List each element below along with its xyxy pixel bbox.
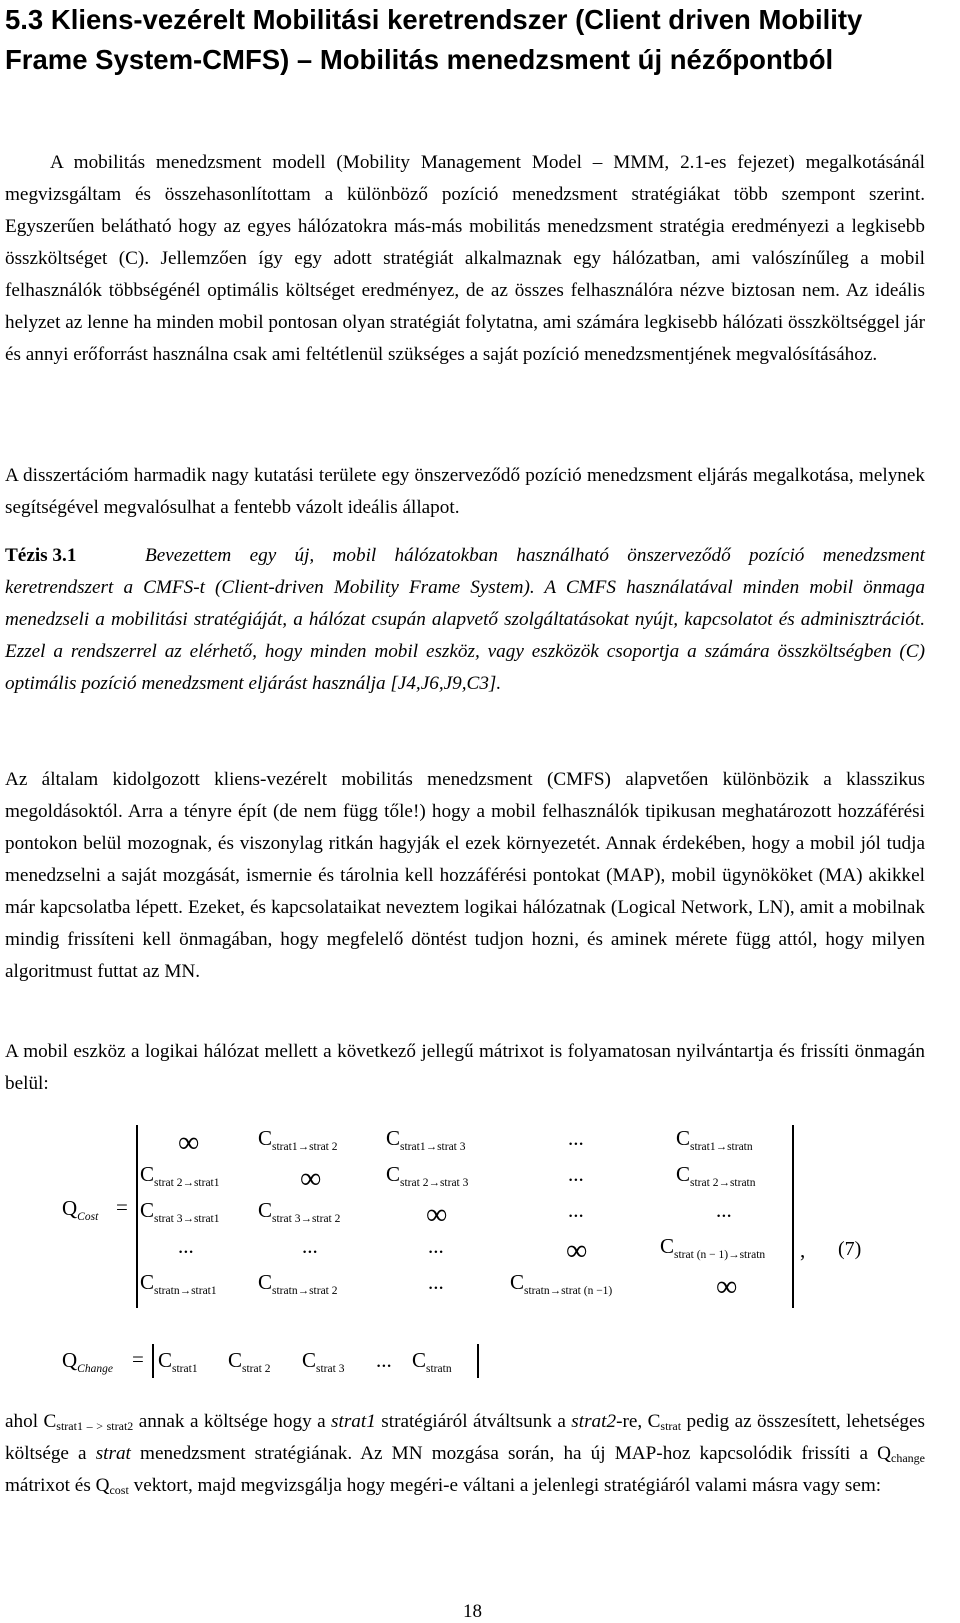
matrix-cell: $C_{strat 2\to strat 3}$ bbox=[386, 1162, 469, 1189]
page-number: 18 bbox=[463, 1601, 482, 1622]
paragraph-intro: A mobilitás menedzsment modell (Mobility Management Model – MMM, 2.1-es fejezet) megalkotásánál megvizsgáltam és összehasonlítottam a különböző pozíció menedzsment stratégiákat több szempont szerint. Egyszerűen belátható hogy az egyes hálózatokra más-más mobilitás menedzsment stratégia eredményezi a legkisebb összköltséget (C). Jellemzően így egy adott stratégiát alkalmaznak egy hálózatban, ami valószínűleg a mobil felhasználók többségénél optimális költséget eredményez, de az összes felhasználóra nézve biztosan nem. Az ideális helyzet az lenne ha minden mobil pontosan olyan stratégiát folytatna, ami számára legkisebb hálózati összköltséggel jár és annyi erőforrást használna csak ami feltétlenül szükséges a saját pozíció menedzsmentjének megvalósításához. bbox=[5, 152, 925, 365]
vector-cell: $C_{strat 2}$ bbox=[228, 1348, 271, 1375]
thesis-text: Bevezettem egy új, mobil hálózatokban használható önszerveződő pozíció menedzsment keretrendszert a CMFS-t (Client-driven Mobility Frame System). A CMFS használatával minden mobil önmaga menedzseli a mobilitási stratégiáját, a hálózat csupán alapvető szolgáltatásokat nyújt, kapcsolatot és adminisztrációt. Ezzel a rendszerrel az elérhető, hogy minden mobil eszköz, vagy eszközök csoportja a számára összköltségben (C) optimális pozíció menedzsment eljárást használja [J4,J6,J9,C3]. bbox=[5, 545, 925, 694]
matrix-infinity-icon: ∞ bbox=[716, 1270, 738, 1303]
paragraph-matrix-intro: A mobil eszköz a logikai hálózat mellett a következő jellegű mátrixot is folyamatosan nyilvántartja és frissíti önmagán belül: bbox=[5, 1041, 925, 1094]
thesis-block bbox=[5, 540, 925, 700]
q-change-equals: = bbox=[132, 1347, 144, 1371]
matrix-cell: $C_{stratn\to strat1}$ bbox=[140, 1270, 217, 1297]
matrix-dots: ... bbox=[428, 1234, 444, 1258]
vector-cell: $C_{strat 3}$ bbox=[302, 1348, 345, 1375]
section-heading: 5.3 Kliens-vezérelt Mobilitási keretrendszer (Client driven Mobility Frame System-CMFS) – Mobilitás menedzsment új nézőpontból bbox=[5, 4, 863, 75]
matrix-cell: $C_{strat 2\to strat1}$ bbox=[140, 1162, 220, 1189]
matrix-infinity-icon: ∞ bbox=[426, 1198, 448, 1231]
q-change-symbol: $Q_{Change}$ bbox=[62, 1348, 113, 1375]
q-cost-equals: = bbox=[116, 1195, 128, 1219]
matrix-dots: ... bbox=[178, 1234, 194, 1258]
matrix-infinity-icon: ∞ bbox=[300, 1162, 322, 1195]
paragraph-explanation: ahol $C_{strat1 - > strat2}$ annak a költsége hogy a strat1 stratégiáról átváltsunk a strat2-re, $C_{strat}$ pedig az összesített, lehetséges költsége a strat menedzsment stratégiának. Az MN mozgása során, ha új MAP-hoz kapcsolódik frissíti a $Q_{change}$ mátrixot és $Q_{cost}$ vektort, majd megvizsgálja hogy megéri-e váltani a jelenlegi stratégiáról valami másra vagy sem: bbox=[5, 1411, 925, 1497]
q-cost-symbol: $Q_{Cost}$ bbox=[62, 1196, 99, 1223]
matrix-dots: ... bbox=[302, 1234, 318, 1258]
vector-dots: ... bbox=[376, 1348, 392, 1372]
matrix-cell: $C_{strat1\to stratn}$ bbox=[676, 1126, 753, 1153]
matrix-cell: $C_{strat 3\to strat 2}$ bbox=[258, 1198, 341, 1225]
equation-number: (7) bbox=[838, 1238, 862, 1260]
matrix-cell: $C_{stratn\to strat (n -1)}$ bbox=[510, 1270, 613, 1297]
vector-right-bar bbox=[477, 1344, 479, 1378]
matrix-left-bar bbox=[136, 1125, 138, 1308]
matrix-dots: ... bbox=[568, 1126, 584, 1150]
matrix-cell: $C_{stratn\to strat 2}$ bbox=[258, 1270, 338, 1297]
matrix-infinity-icon: ∞ bbox=[566, 1234, 588, 1267]
vector-cell: $C_{stratn}$ bbox=[412, 1348, 452, 1375]
paragraph-research-area: A disszertációm harmadik nagy kutatási területe egy önszerveződő pozíció menedzsment eljárás megalkotása, melynek segítségével megvalósulhat a fentebb vázolt ideális állapot. bbox=[5, 465, 925, 518]
matrix-infinity-icon: ∞ bbox=[178, 1126, 200, 1159]
matrix-dots: ... bbox=[568, 1162, 584, 1186]
paragraph-cmfs: Az általam kidolgozott kliens-vezérelt mobilitás menedzsment (CMFS) alapvetően különbözik a klasszikus megoldásoktól. Arra a tényre épít (de nem függ tőle!) hogy a mobil felhasználók tipikusan meghatározott hozzáférési pontokon belül mozognak, és viszonylag ritkán hagyják el ezek környezetét. Annak érdekében, hogy a mobil jól tudja menedzselni a saját mozgását, ismernie és tárolnia kell hozzáférési pontokat (MAP), mobil ügynököket (MA) akikkel már kapcsolatba lépett. Ezeket, és kapcsolataikat neveztem logikai hálózatnak (Logical Network, LN), amit a mobilnak mindig frissíteni kell önmagában, hogy megfelelő döntést tudjon hozni, és aminek mérete függ attól, hogy milyen algoritmust futtat az MN. bbox=[5, 769, 925, 982]
matrix-cell: $C_{strat 2\to stratn}$ bbox=[676, 1162, 756, 1189]
vector-cell: $C_{strat1}$ bbox=[158, 1348, 198, 1375]
thesis-label: Tézis 3.1 bbox=[5, 545, 77, 566]
vector-left-bar bbox=[152, 1344, 154, 1378]
matrix-right-bar bbox=[792, 1125, 794, 1308]
matrix-cell: $C_{strat (n - 1)\to stratn}$ bbox=[660, 1234, 766, 1261]
matrix-dots: ... bbox=[428, 1270, 444, 1294]
equation-comma: , bbox=[800, 1238, 806, 1262]
matrix-dots: ... bbox=[568, 1198, 584, 1222]
matrix-cell: $C_{strat 3\to strat1}$ bbox=[140, 1198, 220, 1225]
matrix-cell: $C_{strat1\to strat 2}$ bbox=[258, 1126, 338, 1153]
matrix-cell: $C_{strat1\to strat 3}$ bbox=[386, 1126, 466, 1153]
matrix-dots: ... bbox=[716, 1198, 732, 1222]
